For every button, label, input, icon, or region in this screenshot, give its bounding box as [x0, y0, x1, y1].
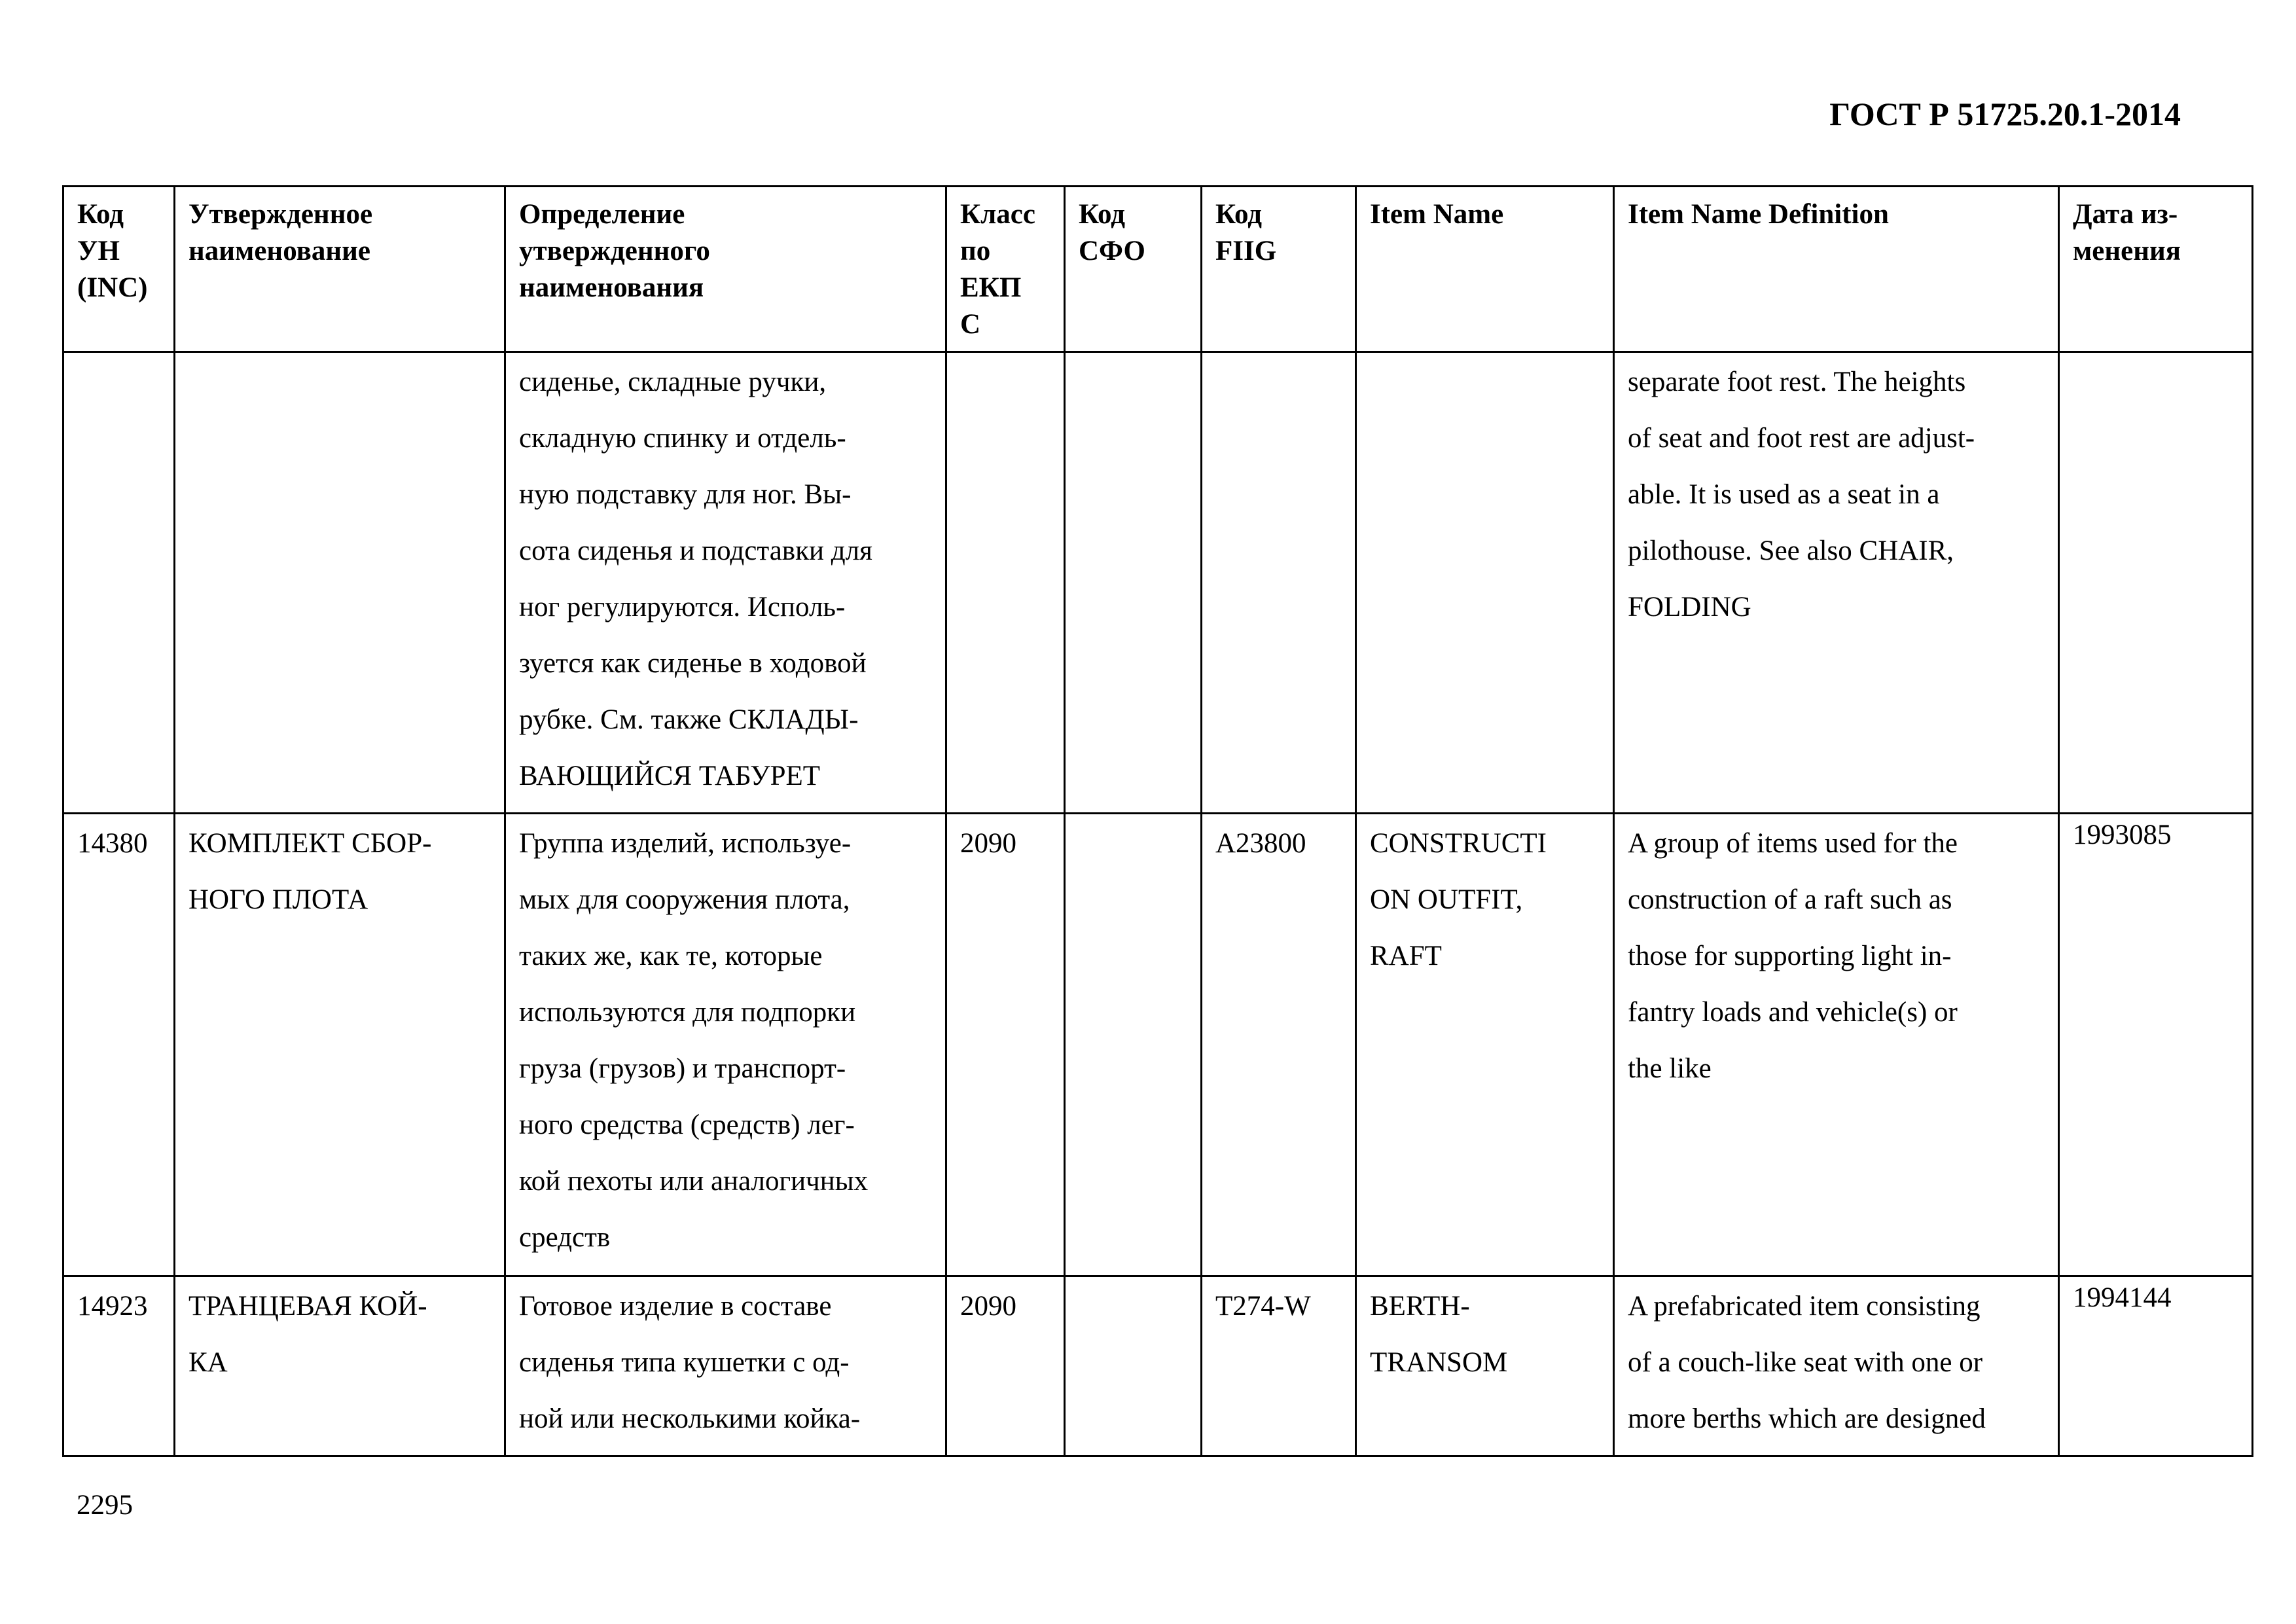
- change-date-cell: 1993085: [2059, 814, 2253, 1276]
- item-name-cell: CONSTRUCTI ON OUTFIT, RAFT: [1356, 814, 1614, 1276]
- column-header-approved-name: Утвержденное наименование: [175, 187, 505, 352]
- ekps-class-cell: 2090: [946, 1276, 1065, 1456]
- column-header-ekps-class: Класс по ЕКП С: [946, 187, 1065, 352]
- column-header-definition: Определение утвержденного наименования: [505, 187, 946, 352]
- column-header-item-name: Item Name: [1356, 187, 1614, 352]
- column-header-sfo-code: Код СФО: [1065, 187, 1202, 352]
- definition-cell: Группа изделий, используе- мых для сооружения плота, таких же, как те, которые используются для подпорки груза (грузов) и транспорт- ного средства (средств) лег- кой пехоты или аналогичных средств: [505, 814, 946, 1276]
- sfo-code-cell: [1065, 352, 1202, 814]
- column-header-inc: Код УН (INC): [63, 187, 175, 352]
- inc-cell: [63, 352, 175, 814]
- ekps-class-cell: 2090: [946, 814, 1065, 1276]
- fiig-code-cell: A23800: [1202, 814, 1356, 1276]
- change-date-cell: [2059, 352, 2253, 814]
- approved-name-cell: КОМПЛЕКТ СБОР- НОГО ПЛОТА: [175, 814, 505, 1276]
- sfo-code-cell: [1065, 814, 1202, 1276]
- item-name-definition-cell: separate foot rest. The heights of seat and foot rest are adjust- able. It is used as a seat in a pilothouse. See also CHAIR, FOLDING: [1614, 352, 2059, 814]
- definition-cell: Готовое изделие в составе сиденья типа кушетки с од- ной или несколькими койка-: [505, 1276, 946, 1456]
- approved-name-cell: ТРАНЦЕВАЯ КОЙ- КА: [175, 1276, 505, 1456]
- item-name-cell: [1356, 352, 1614, 814]
- approved-name-cell: [175, 352, 505, 814]
- ekps-class-cell: [946, 352, 1065, 814]
- document-code: ГОСТ Р 51725.20.1-2014: [1829, 96, 2181, 132]
- fiig-code-cell: [1202, 352, 1356, 814]
- column-header-item-name-definition: Item Name Definition: [1614, 187, 2059, 352]
- table-header-row: [63, 187, 2253, 352]
- table-row: [63, 352, 2253, 814]
- inc-cell: 14380: [63, 814, 175, 1276]
- nomenclature-table: [62, 185, 2253, 1457]
- change-date-cell: 1994144: [2059, 1276, 2253, 1456]
- sfo-code-cell: [1065, 1276, 1202, 1456]
- definition-cell: сиденье, складные ручки, складную спинку и отдель- ную подставку для ног. Вы- сота сиденья и подставки для ног регулируются. Исполь- зуется как сиденье в ходовой рубке. См. также СКЛАДЫ- ВАЮЩИЙСЯ ТАБУРЕТ: [505, 352, 946, 814]
- column-header-change-date: Дата из- менения: [2059, 187, 2253, 352]
- item-name-definition-cell: A prefabricated item consisting of a couch-like seat with one or more berths which are designed: [1614, 1276, 2059, 1456]
- table-row: [63, 814, 2253, 1276]
- table-row: [63, 1276, 2253, 1456]
- page-number: 2295: [77, 1490, 133, 1521]
- item-name-definition-cell: A group of items used for the construction of a raft such as those for supporting light in- fantry loads and vehicle(s) or the like: [1614, 814, 2059, 1276]
- item-name-cell: BERTH- TRANSOM: [1356, 1276, 1614, 1456]
- fiig-code-cell: T274-W: [1202, 1276, 1356, 1456]
- inc-cell: 14923: [63, 1276, 175, 1456]
- column-header-fiig-code: Код FIIG: [1202, 187, 1356, 352]
